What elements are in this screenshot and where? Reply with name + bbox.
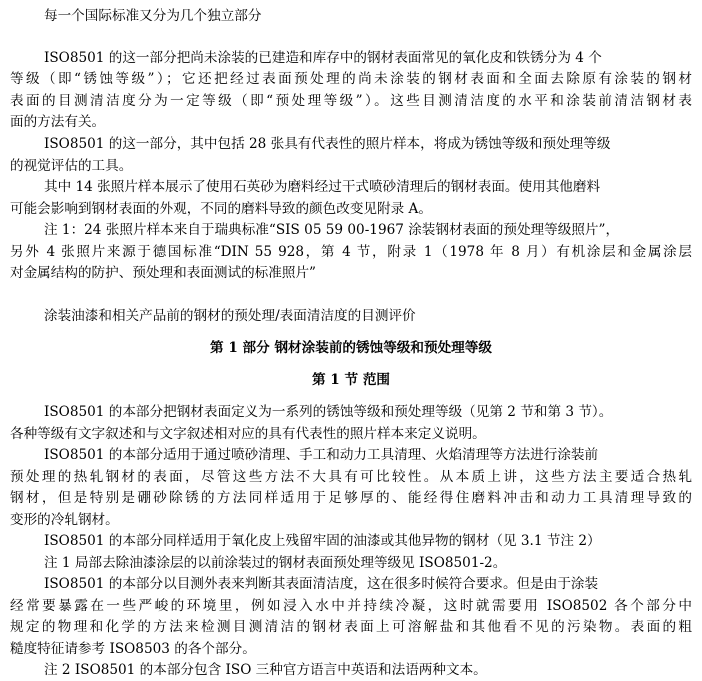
para1-line1: ISO8501 的这一部分把尚未涂装的已建造和库存中的钢材表面常见的氧化皮和铁锈分为 4 个 [44, 50, 602, 66]
intro-line: 每一个国际标准又分为几个独立部分 [44, 8, 262, 24]
para1-line2: 等级（即“锈蚀等级”）；它还把经过表面预处理的尚未涂装的钢材表面和全面去除原有涂装的钢材 [10, 71, 692, 87]
para3-line1: 其中 14 张照片样本展示了使用石英砂为磨料经过干式喷砂清理后的钢材表面。使用其他磨料 [44, 179, 601, 195]
para4-line1: ISO8501 的本部分把钢材表面定义为一系列的锈蚀等级和预处理等级（见第 2 节和第 3 节）。 [44, 404, 613, 420]
para7-line3: 规定的物理和化学的方法来检测目测清洁的钢材表面上可溶解盐和其他看不见的污染物。表面的粗 [10, 619, 692, 635]
para3-line2: 可能会影响到钢材表面的外观，不同的磨料导致的颜色改变见附录 A。 [10, 201, 432, 217]
para5-line3: 钢材，但是特别是硼砂除锈的方法同样适用于足够厚的、能经得住磨料冲击和动力工具清理导致的 [10, 490, 692, 506]
note1b-line: 注 1 局部去除油漆涂层的以前涂装过的钢材表面预处理等级见 ISO8501-2。 [44, 555, 507, 571]
section-heading: 第 1 节 范围 [311, 372, 391, 388]
note2-line: 注 2 ISO8501 的本部分包含 ISO 三种官方语言中英语和法语两种文本。 [44, 662, 487, 678]
para1-line3: 表面的目测清洁度分为一定等级（即“预处理等级”）。这些目测清洁度的水平和涂装前清洁钢材表 [10, 93, 692, 109]
para2-line1: ISO8501 的这一部分，其中包括 28 张具有代表性的照片样本，将成为锈蚀等级和预处理等级 [44, 136, 611, 152]
para5-line4: 变形的冷轧钢材。 [10, 512, 119, 528]
note1-line2: 另外 4 张照片来源于德国标准“DIN 55 928，第 4 节，附录 1（1978 年 8 月）有机涂层和金属涂层 [10, 244, 692, 260]
note1-line1: 注 1：24 张照片样本来自于瑞典标准“SIS 05 59 00-1967 涂装钢材表面的预处理等级照片”， [44, 222, 620, 238]
para6-line: ISO8501 的本部分同样适用于氧化皮上残留牢固的油漆或其他异物的钢材（见 3.1 节注 2） [44, 533, 601, 549]
para5-line2: 预处理的热轧钢材的表面，尽管这些方法不大具有可比较性。从本质上讲，这些方法主要适合热轧 [10, 469, 692, 485]
para5-line1: ISO8501 的本部分适用于通过喷砂清理、手工和动力工具清理、火焰清理等方法进行涂装前 [44, 447, 599, 463]
subtitle: 涂装油漆和相关产品前的钢材的预处理/表面清洁度的目测评价 [44, 308, 416, 324]
para7-line1: ISO8501 的本部分以目测外表来判断其表面清洁度，这在很多时候符合要求。但是由于涂装 [44, 576, 599, 592]
para1-line4: 面的方法有关。 [10, 114, 106, 130]
part-heading: 第 1 部分 钢材涂装前的锈蚀等级和预处理等级 [210, 340, 492, 356]
note1-line3: 对金属结构的防护、预处理和表面测试的标准照片” [10, 265, 317, 281]
para4-line2: 各种等级有文字叙述和与文字叙述相对应的具有代表性的照片样本来定义说明。 [10, 426, 486, 442]
para7-line4: 糙度特征请参考 ISO8503 的各个部分。 [10, 641, 256, 657]
para7-line2: 经常要暴露在一些严峻的环境里，例如浸入水中并持续冷凝，这时就需要用 ISO8502 各个部分中 [10, 598, 692, 614]
para2-line2: 的视觉评估的工具。 [10, 158, 133, 174]
